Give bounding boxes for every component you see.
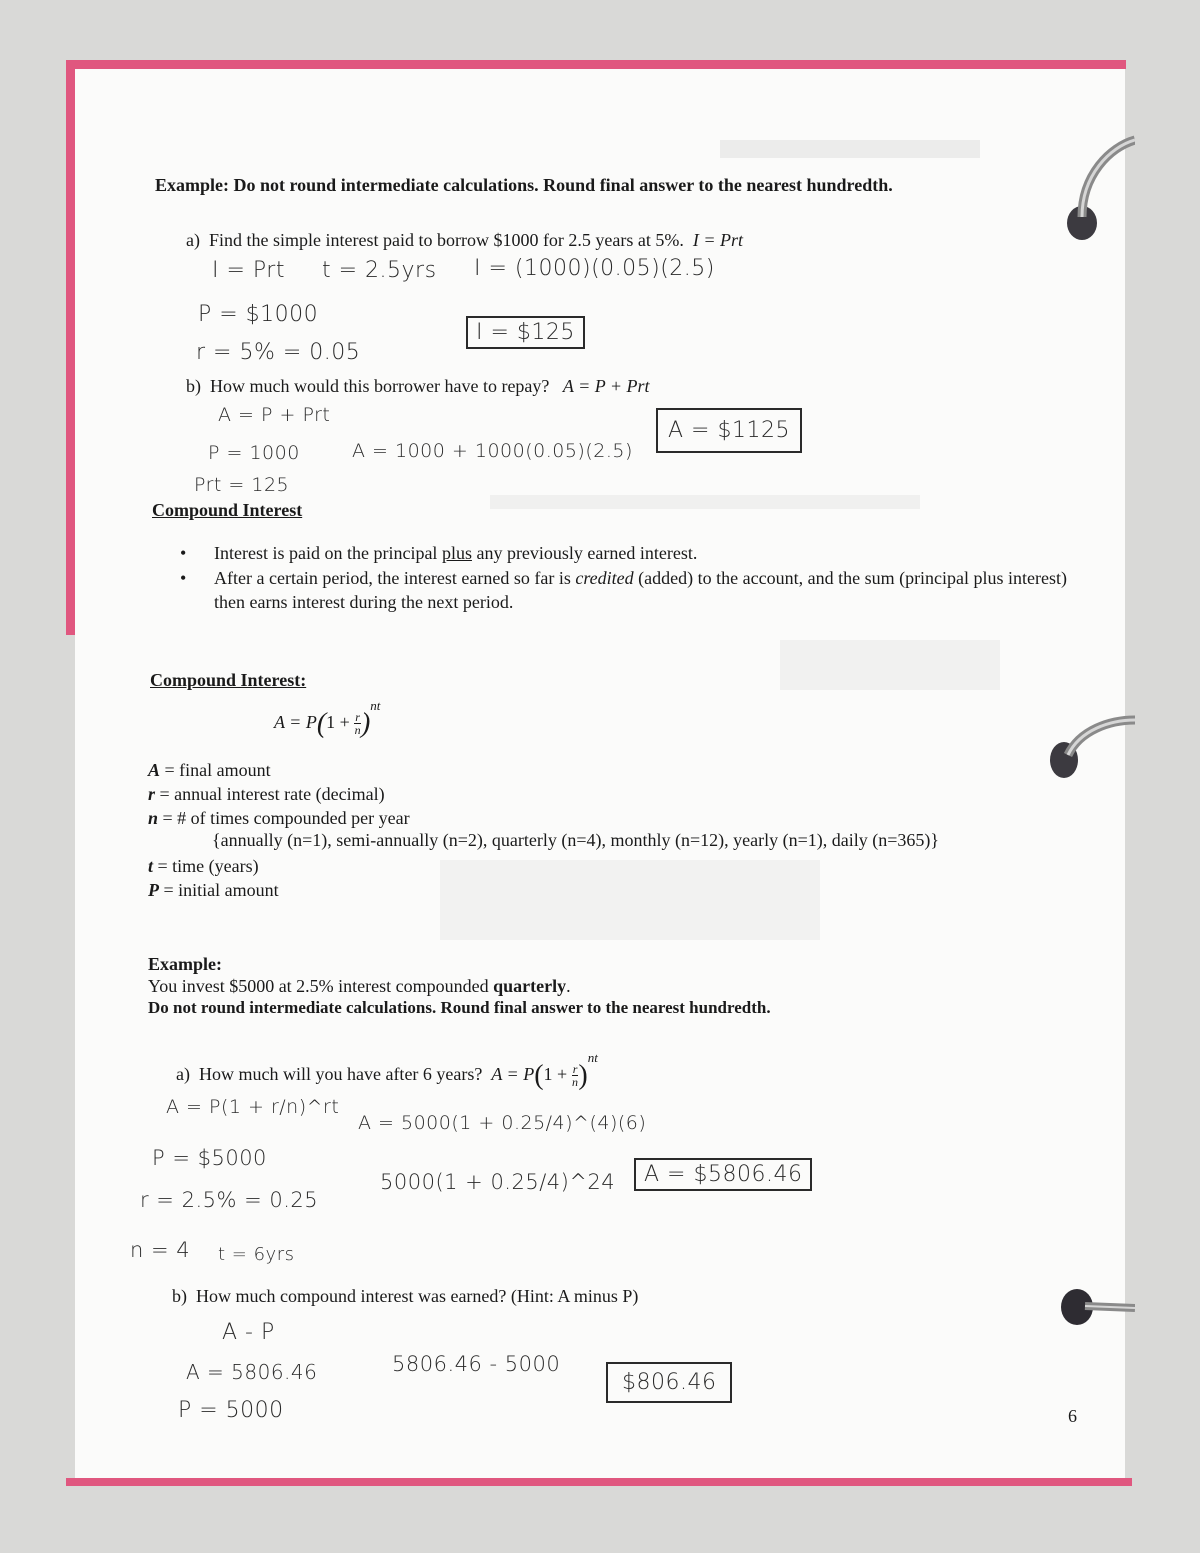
handwritten-work: I = Prt [212, 258, 285, 283]
example1-heading: Example: Do not round intermediate calculations. Round final answer to the nearest hundredth. [155, 175, 893, 195]
definition-r: r = annual interest rate (decimal) [148, 784, 385, 804]
formula: I = Prt [692, 230, 744, 250]
handwritten-work: A = P(1 + r/n)^rt [166, 1096, 340, 1118]
definition-n: n = # of times compounded per year [148, 808, 410, 828]
frequency-list: {annually (n=1), semi-annually (n=2), quarterly (n=4), monthly (n=12), yearly (n=1), daily (n=365)} [212, 830, 940, 850]
handwritten-work: 5000(1 + 0.25/4)^24 [380, 1170, 616, 1194]
section-heading: Compound Interest [152, 500, 303, 520]
handwritten-work: 5806.46 - 5000 [392, 1352, 561, 1376]
definition-P: P = initial amount [148, 880, 279, 900]
handwritten-work: P = $5000 [152, 1146, 267, 1170]
handwritten-work: A = 5806.46 [186, 1360, 318, 1384]
handwritten-work: P = 1000 [208, 442, 300, 464]
handwritten-work: A = 1000 + 1000(0.05)(2.5) [352, 440, 633, 462]
handwritten-work: n = 4 [130, 1238, 191, 1262]
bleed-through [440, 860, 820, 940]
handwritten-work: A - P [222, 1320, 275, 1345]
bullet-text: Interest is paid on the principal plus any previously earned interest. [214, 543, 698, 563]
bleed-through [490, 495, 920, 509]
handwritten-work: I = (1000)(0.05)(2.5) [474, 256, 715, 281]
handwritten-work: t = 2.5yrs [322, 258, 437, 283]
bullet-list [180, 542, 1090, 616]
answer-box: A = $1125 [656, 408, 802, 453]
compound-formula: A = P(1 + $\frac{r}{n}$ )$^{nt}$ [274, 698, 381, 740]
formula-heading: Compound Interest: [150, 670, 307, 690]
example2-part-b: b) How much compound interest was earned? (Hint: A minus P) [172, 1286, 639, 1306]
bullet-icon: • [180, 543, 187, 563]
handwritten-work: t = 6yrs [218, 1244, 295, 1265]
part-marker: b) [186, 376, 201, 396]
list-item [180, 542, 1090, 565]
page-bottom-edge [66, 1478, 1132, 1486]
example1-part-a [186, 230, 743, 252]
handwritten-work: r = 2.5% = 0.25 [140, 1188, 319, 1212]
example2-heading: Example: [148, 954, 222, 974]
binder-ring-icon [1040, 715, 1135, 785]
page-top-edge [66, 60, 1126, 69]
question-text: How much would this borrower have to repay? [210, 376, 550, 396]
answer-box: I = $125 [466, 316, 585, 349]
handwritten-work: P = $1000 [198, 302, 319, 327]
example1-part-b [186, 376, 650, 398]
binder-ring-icon [1055, 1280, 1135, 1335]
bleed-through [780, 640, 1000, 690]
handwritten-work: r = 5% = 0.05 [196, 340, 361, 365]
example2-part-a: a) How much will you have after 6 years? A = P(1 + $\frac{r}{n}$ )$^{nt}$ [176, 1050, 598, 1092]
formula: A = P + Prt [562, 376, 650, 396]
bullet-text: After a certain period, the interest earned so far is credited (added) to the account, and the sum (principal plus interest) then earns interest during the next period. [214, 568, 1068, 612]
definition-t: t = time (years) [148, 856, 259, 876]
page-left-edge [66, 60, 75, 635]
question-text: Find the simple interest paid to borrow $1000 for 2.5 years at 5%. [208, 230, 684, 250]
bleed-through [720, 140, 980, 158]
bullet-icon: • [180, 568, 187, 589]
answer-box: A = $5806.46 [634, 1158, 812, 1191]
answer-box: $806.46 [606, 1362, 732, 1403]
example2-instruction: Do not round intermediate calculations. Round final answer to the nearest hundredth. [148, 998, 771, 1017]
part-marker: a) [186, 230, 200, 250]
page-number: 6 [1068, 1406, 1077, 1426]
definition-A: A = final amount [148, 760, 271, 780]
list-item [180, 567, 1090, 614]
example2-intro: You invest $5000 at 2.5% interest compounded quarterly. [148, 976, 571, 996]
handwritten-work: A = P + Prt [218, 404, 331, 426]
handwritten-work: A = 5000(1 + 0.25/4)^(4)(6) [358, 1112, 647, 1134]
handwritten-work: Prt = 125 [194, 474, 290, 496]
binder-ring-icon [1060, 135, 1135, 245]
handwritten-work: P = 5000 [178, 1398, 284, 1423]
